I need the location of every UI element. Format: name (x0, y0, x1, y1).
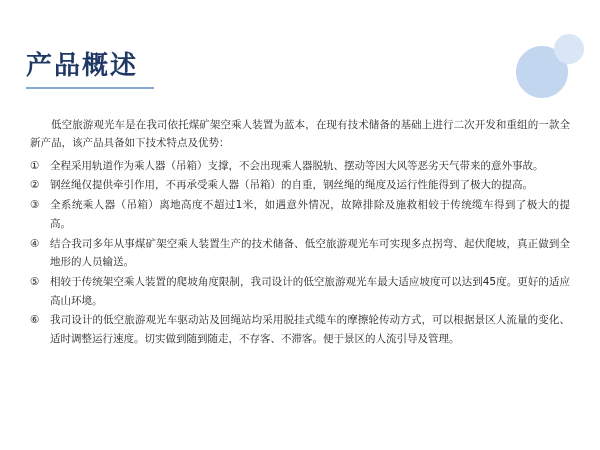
list-item-text: 相较于传统架空乘人装置的爬坡角度限制，我司设计的低空旅游观光车最大适应坡度可以达到45度。更好的适应高山环境。 (50, 275, 570, 307)
slide-body (30, 116, 570, 350)
list-item-text: 全程采用轨道作为乘人器（吊箱）支撑，不会出现乘人器脱轨、摆动等因大风等恶劣天气带来的意外事故。 (50, 159, 544, 172)
list-item (30, 311, 570, 348)
list-item (30, 176, 570, 195)
list-marker: ② (30, 179, 40, 192)
decorative-circles (480, 0, 600, 120)
list-item (30, 273, 570, 310)
intro-paragraph: 低空旅游观光车是在我司依托煤矿架空乘人装置为蓝本，在现有技术储备的基础上进行二次开发和重组的一款全新产品，该产品具备如下技术特点及优势： (30, 119, 570, 150)
list-item (30, 196, 570, 233)
list-marker: ③ (30, 199, 40, 212)
list-item-text: 全系统乘人器（吊箱）离地高度不超过1米，如遇意外情况，故障排除及施救相较于传统缆车得到了极大的提高。 (50, 199, 570, 230)
title-underline (26, 87, 154, 89)
slide-title-block (26, 52, 154, 89)
list-marker: ⑥ (30, 314, 40, 327)
list-marker: ⑤ (30, 275, 40, 288)
circle-large-icon (516, 46, 568, 98)
list-marker: ④ (30, 237, 40, 250)
list-item (30, 235, 570, 272)
list-item-text: 我司设计的低空旅游观光车驱动站及回绳站均采用脱挂式缆车的摩擦轮传动方式，可以根据景区人流量的变化、适时调整运行速度。切实做到随到随走，不存客、不滞客。便于景区的人流引导及管理。 (50, 314, 570, 345)
list-item-text: 结合我司多年从事煤矿架空乘人装置生产的技术储备、低空旅游观光车可实现多点拐弯、起伏爬坡，真正做到全地形的人员输送。 (50, 237, 570, 269)
list-marker: ① (30, 159, 40, 172)
list-item (30, 157, 570, 176)
page-title: 产品概述 (26, 51, 139, 81)
list-item-text: 钢丝绳仅提供牵引作用，不再承受乘人器（吊箱）的自重，钢丝绳的绳度及运行性能得到了极大的提高。 (50, 179, 533, 192)
points-list (30, 157, 570, 349)
circle-small-icon (554, 34, 584, 64)
